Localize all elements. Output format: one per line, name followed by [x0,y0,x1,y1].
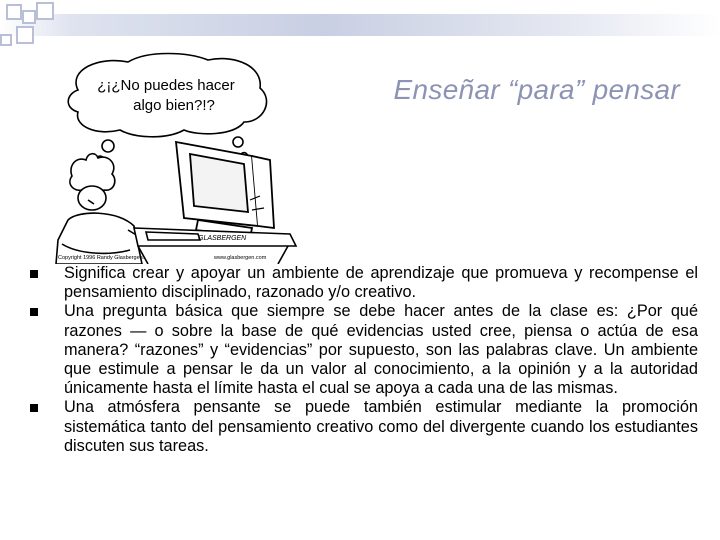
header-band [0,14,720,36]
cartoon-copyright: Copyright 1996 Randy Glasbergen. [58,255,145,261]
speech-text-line1: ¿¡¿No puedes hacer [97,77,235,94]
bullet-text: Significa crear y apoyar un ambiente de aprendizaje que promueva y recompense el pensamiento disciplinado, razonado y/o creativo. [64,264,698,302]
deco-square-1 [6,4,22,20]
bullet-item [26,302,698,398]
computer-monitor [176,142,274,238]
speech-text-line2: algo bien?!? [133,97,215,114]
bullet-text: Una pregunta básica que siempre se debe hacer antes de la clase es: ¿Por qué razones — o sobre la base de qué evidencias usted cree, piensa o actúa de esa manera? “razones” y “evidencias” por supuesto, son las palabras clave. Un ambiente que estimule a pensar le da un valor al conocimiento, a la opinión y a la autoridad únicamente hasta el límite hasta el cual se apoya a cada una de las mismas. [64,302,698,398]
bullet-text: Una atmósfera pensante se puede también estimular mediante la promoción sistemática tanto del pensamiento creativo como del divergente cuando los estudiantes discuten sus tareas. [64,398,698,455]
bullet-square-icon [30,308,38,316]
bullet-item [26,398,698,456]
bullet-square-icon [30,404,38,412]
man-figure [56,154,156,264]
deco-square-2 [22,10,36,24]
bullet-list [26,264,698,456]
cartoon-signature: GLASBERGEN [198,235,247,242]
bullet-square-icon [30,270,38,278]
deco-square-3 [36,2,54,20]
cartoon-illustration [38,50,300,264]
slide-title: Enseñar “para” pensar [393,74,680,105]
bullet-item [26,264,698,302]
deco-square-5 [0,34,12,46]
deco-square-4 [16,26,34,44]
cartoon-website: www.glasbergen.com [214,255,267,261]
